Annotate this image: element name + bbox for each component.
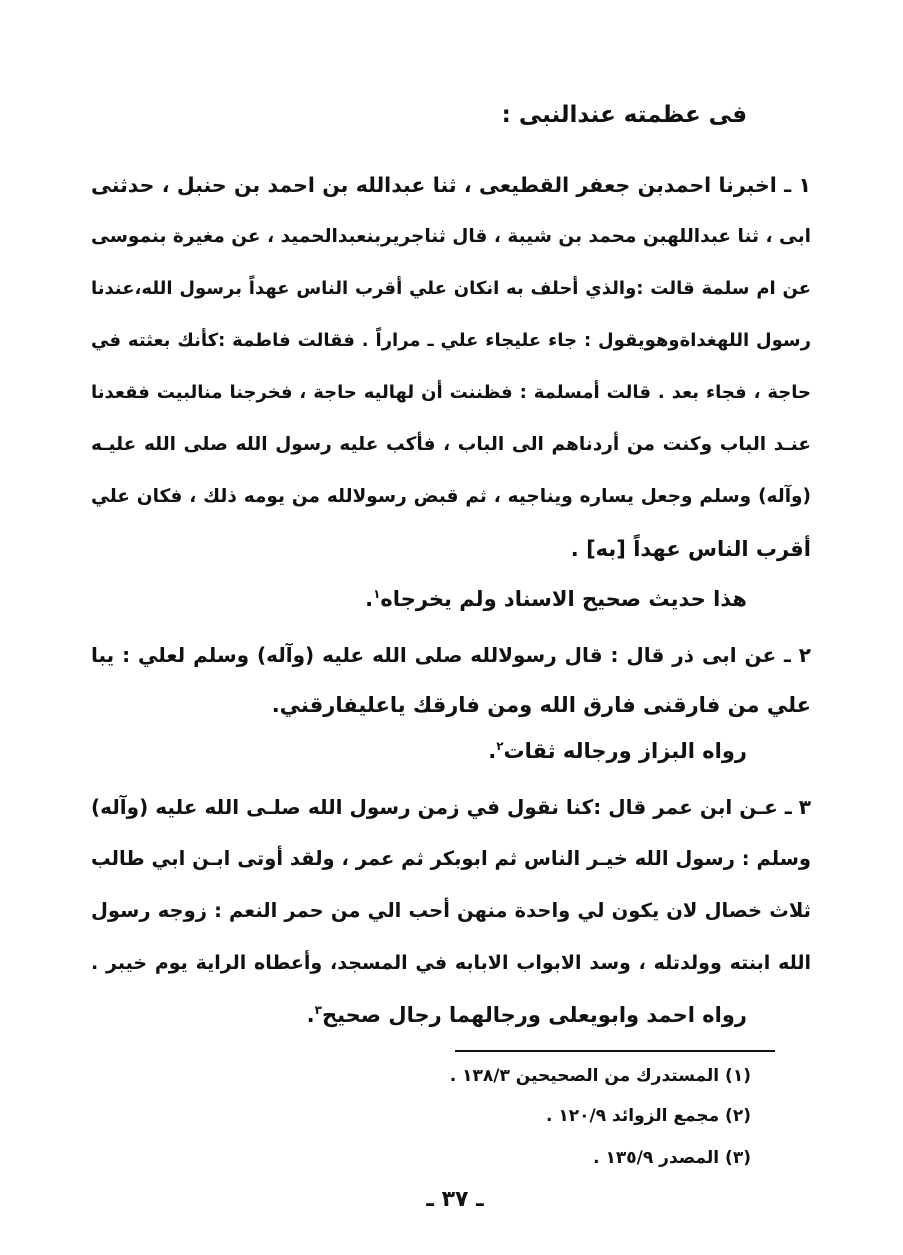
page-number: ـ ٣٧ ـ xyxy=(426,1187,484,1212)
hadith-1-line-4: رسول اللهغداةوهويقول : جاء عليجاء علي ـ مراراً . فقالت فاطمة :كأنك بعثته في xyxy=(91,330,811,351)
hadith-1-line-6: عنـد الباب وكنت من أردناهم الى الباب ، فأكب عليه رسول الله صلى الله عليـه xyxy=(91,434,811,455)
hadith-1-line-2: ابى ، ثنا عبداللهبن محمد بن شيبة ، قال ثناجريربنعبدالحميد ، عن مغيرة بنموسى xyxy=(91,226,811,247)
hadith-3-grading: رواه احمد وابويعلى ورجالهما رجال صحيح$^٣$. xyxy=(306,1003,747,1027)
hadith-1-line-8: أقرب الناس عهداً [به] . xyxy=(570,537,811,561)
hadith-2-line-1: ٢ ـ عن ابى ذر قال : قال رسولالله صلى الله عليه (وآله) وسلم لعلي : يبا xyxy=(91,643,811,667)
hadith-3-line-2: وسلم : رسول الله خيـر الناس ثم ابوبكر ثم عمر ، ولقد أوتى ابـن ابي طالب xyxy=(91,847,811,870)
hadith-3-grading-text: رواه احمد وابويعلى ورجالهما رجال صحيح xyxy=(321,1003,747,1027)
footnote-1: (١) المستدرك من الصحيحين ١٣٨/٣ . xyxy=(449,1066,751,1086)
hadith-2-grading: رواه البزاز ورجاله ثقات$^٢$. xyxy=(488,739,747,763)
hadith-1-grading: هذا حديث صحيح الاسناد ولم يخرجاه$^١$. xyxy=(365,587,747,611)
hadith-3-line-1: ٣ ـ عـن ابن عمر قال :كنا نقول في زمن رسول الله صلـى الله عليه (وآله) xyxy=(91,795,811,819)
footnote-ref-3: ٣ xyxy=(314,1003,322,1017)
hadith-1-line-1: ١ ـ اخبرنا احمدبن جعفر القطيعى ، ثنا عبدالله بن احمد بن حنبل ، حدثنى xyxy=(91,173,811,197)
hadith-1-line-7: (وآله) وسلم وجعل يساره ويناجيه ، ثم قبض رسولالله من يومه ذلك ، فكان علي xyxy=(91,486,811,507)
footnote-3: (٣) المصدر ١٣٥/٩ . xyxy=(593,1148,751,1168)
hadith-1-line-5: حاجة ، فجاء بعد . قالت أمسلمة : فظننت أن لهاليه حاجة ، فخرجنا منالبيت فقعدنا xyxy=(91,382,811,403)
footnote-ref-2: ٢ xyxy=(496,739,504,753)
section-heading: فى عظمته عندالنبى : xyxy=(501,102,747,128)
footnote-ref-1: ١ xyxy=(373,587,381,601)
hadith-3-line-3: ثلاث خصال لان يكون لي واحدة منهن أحب الي من حمر النعم : زوجه رسول xyxy=(91,899,811,922)
hadith-3-line-4: الله ابنته وولدتله ، وسد الابواب الابابه في المسجد، وأعطاه الراية يوم خيبر . xyxy=(91,952,811,974)
footnote-separator xyxy=(455,1050,775,1052)
hadith-2-line-2: علي من فارقنى فارق الله ومن فارقك ياعليفارقني. xyxy=(271,693,811,717)
hadith-1-line-3: عن ام سلمة قالت :والذي أحلف به انكان علي أقرب الناس عهداً برسول الله،عندنا xyxy=(91,278,811,299)
hadith-1-grading-text: هذا حديث صحيح الاسناد ولم يخرجاه xyxy=(380,587,747,611)
hadith-2-grading-text: رواه البزاز ورجاله ثقات xyxy=(503,739,747,763)
footnote-2: (٢) مجمع الزوائد ١٢٠/٩ . xyxy=(546,1106,751,1126)
